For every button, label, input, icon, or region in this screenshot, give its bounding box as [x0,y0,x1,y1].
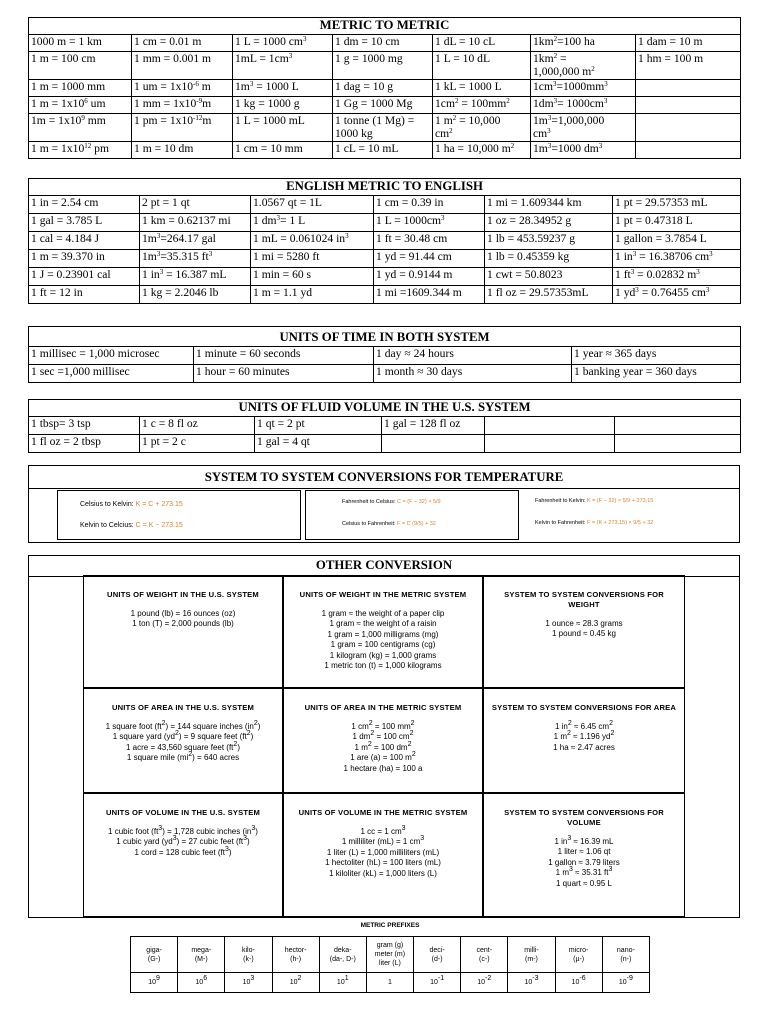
fluid-volume-cell [485,435,615,453]
conversion-line: 1 ounce ≈ 28.3 grams [545,619,623,628]
prefix-value-cell: $10^2$ [272,973,319,993]
prefix-value-cell: $10^3$ [225,973,272,993]
conversion-box [83,688,283,793]
temperature-box-fahrenheit-kelvin [521,490,735,538]
f-to-k-label: Fahrenheit to Kelvin: [535,498,586,504]
english-metric-cell: 1 km = 0.62137 mi [140,214,251,232]
fluid-volume-cell: 1 qt = 2 pt [255,417,382,435]
conversion-box-title: SYSTEM TO SYSTEM CONVERSIONS FOR AREA [491,703,677,712]
metric-to-metric-cell: $1m^3 = 1000$ L [233,80,333,97]
prefix-value-cell: $10^{-1}$ [414,973,461,993]
english-metric-cell: 2 pt = 1 qt [140,196,251,214]
prefix-name-cell: kilo- (k-) [225,937,272,973]
time-units-cell: 1 minute = 60 seconds [194,347,374,365]
time-units-cell: 1 month ≈ 30 days [374,365,572,383]
metric-to-metric-row [29,52,741,80]
metric-to-metric-cell: 1 m = 100 cm [29,52,132,80]
conversion-line: 1 square foot $(ft^2) = 144$ square inches $(in^2)$ [105,720,261,731]
fluid-volume-cell: 1 tbsp= 3 tsp [29,417,140,435]
english-metric-cell: 1 J = 0.23901 cal [29,268,140,286]
fluid-volume-cell [382,435,485,453]
metric-to-metric-cell: 1 um = $1x10^{-6}$ m [132,80,233,97]
conversion-line: 1 cubic yard $(yd^3) = 27$ cubic feet $(ft^3)$ [116,835,250,847]
english-metric-cell: 1 yd = 0.9144 m [374,268,485,286]
conversion-line: 1 square yard $(yd^2) = 9$ square feet $(ft^2)$ [112,730,254,742]
english-metric-cell: 1 lb = 453.59237 g [485,232,613,250]
metric-to-metric-row [29,142,741,159]
conversion-box [283,688,483,793]
conversion-box-title: UNITS OF VOLUME IN THE U.S. SYSTEM [105,808,261,817]
english-metric-cell: 1 mi = 5280 ft [251,250,374,268]
fluid-volume-row [29,435,741,453]
conversion-line: 1 cord = 128 cubic feet $(ft^3)$ [134,845,232,857]
metric-to-metric-cell [636,114,741,142]
time-units-title: UNITS OF TIME IN BOTH SYSTEM [29,327,741,347]
english-metric-cell: 1 $dm^3= 1$ L [251,214,374,232]
prefix-value-cell: $10^{-9}$ [602,973,649,993]
english-metric-row [29,232,741,250]
f-to-k [535,498,653,504]
metric-to-metric-cell: 1 dm = 10 cm [333,35,433,52]
conversion-line: 1 milliliter (mL) = 1 $cm^3$ [341,835,425,847]
english-metric-cell: $1m^3=264.17$ gal [140,232,251,250]
conversion-line: 1 pound ≈ 0.45 kg [552,629,616,639]
fluid-volume-cell: 1 gal = 4 qt [255,435,382,453]
prefix-name-cell: giga- (G-) [131,937,178,973]
english-metric-cell: 1 cal = 4.184 J [29,232,140,250]
metric-to-metric-cell: 1 g = 1000 mg [333,52,433,80]
f-to-k-formula: K = (F − 32) × 5/9 + 273.15 [586,498,654,504]
time-units-cell: 1 sec =1,000 millisec [29,365,194,383]
other-conversion-title: OTHER CONVERSION [29,556,739,577]
metric-to-metric-cell: 1 mm = 0.001 m [132,52,233,80]
c-to-k [80,501,183,508]
time-units-cell: 1 millisec = 1,000 microsec [29,347,194,365]
fluid-volume-cell: 1 pt = 2 c [140,435,255,453]
english-metric-cell: 1 cm = 0.39 in [374,196,485,214]
metric-to-metric-row [29,80,741,97]
conversion-line: 1 liter ≈ 1.06 qt [557,847,611,857]
k-to-c-label: Kelvin to Celcius: [80,522,134,529]
k-to-c [80,522,183,529]
temperature-box-fahrenheit-celsius [305,490,519,540]
metric-to-metric-row [29,97,741,114]
time-units-row [29,365,741,383]
f-to-c-label: Fahrenheit to Celsius: [342,499,396,505]
metric-to-metric-row [29,35,741,52]
metric-prefixes-table [130,936,650,993]
conversion-line: 1 kiloliter (kL) = 1,000 liters (L) [329,868,437,878]
time-units-cell: 1 banking year = 360 days [572,365,741,383]
english-metric-cell: 1 oz = 28.34952 g [485,214,613,232]
metric-to-metric-cell: 1 tonne (1 Mg) = 1000 kg [333,114,433,142]
english-metric-cell: 1 mL = 0.061024 $in^3$ [251,232,374,250]
conversion-line: 1 cc = 1 $cm^3$ [360,825,406,836]
english-metric-cell: 1 $L = 1000cm^3$ [374,214,485,232]
fluid-volume-cell: 1 fl oz = 2 tbsp [29,435,140,453]
english-metric-cell: 1 mi = 1.609344 km [485,196,613,214]
conversion-line: 1 $in^3 \approx 16.39$ mL [554,835,614,846]
conversion-box [483,575,685,688]
c-to-f-label: Celsius to Fahrenheit: [342,521,396,527]
fluid-volume-cell [615,435,741,453]
fluid-volume-cell: 1 gal = 128 fl oz [382,417,485,435]
fluid-volume-cell: 1 c = 8 fl oz [140,417,255,435]
metric-to-metric-cell: 1 hm = 100 m [636,52,741,80]
temperature-title: SYSTEM TO SYSTEM CONVERSIONS FOR TEMPERATURE [29,466,739,489]
prefix-value-cell: 1 [366,973,413,993]
conversion-box [83,575,283,688]
english-metric-cell: 1 pt = 0.47318 L [613,214,741,232]
time-units-cell: 1 year ≈ 365 days [572,347,741,365]
conversion-box [483,793,685,917]
metric-to-metric-cell: $1dm^3= 1000cm^3$ [531,97,636,114]
conversion-line: 1 are (a) = 100 $m^2$ [350,751,416,763]
english-metric-cell: 1 m = 39.370 in [29,250,140,268]
c-to-f [342,521,436,527]
conversion-line: 1 ton (T) = 2,000 pounds (lb) [132,619,234,629]
fluid-volume-row [29,417,741,435]
conversion-line: 1 square mile $(mi^2) = 640$ acres [126,751,240,763]
metric-to-metric-cell [636,97,741,114]
metric-to-metric-cell: $1cm^3=1000mm^3$ [531,80,636,97]
english-metric-cell: 1 $in^3 = 16.387$ mL [140,268,251,286]
metric-to-metric-cell: 1 L = 1000 mL [233,114,333,142]
metric-to-metric-cell: 1000 m = 1 km [29,35,132,52]
prefix-value-cell: $10^{-2}$ [461,973,508,993]
conversion-line: 1 $cm^2 = 100$ $mm^2$ [351,720,415,731]
english-metric-cell: $1m^3=35.315$ $ft^3$ [140,250,251,268]
metric-to-metric-cell: 1 m = 1000 mm [29,80,132,97]
conversion-box [83,793,283,917]
conversion-box [483,688,685,793]
english-metric-row [29,196,741,214]
conversion-box-title: UNITS OF WEIGHT IN THE METRIC SYSTEM [299,590,467,599]
prefix-name-cell: mega- (M-) [178,937,225,973]
conversion-box-title: UNITS OF VOLUME IN THE METRIC SYSTEM [298,808,468,817]
metric-to-metric-cell: 1 $m^2 = 10,000$ $cm^2$ [433,114,531,142]
metric-to-metric-cell: 1 mm = $1x10^{-9}m$ [132,97,233,114]
conversion-box [283,793,483,917]
english-metric-cell: 1 ft = 30.48 cm [374,232,485,250]
conversion-line: 1 quart ≈ 0.95 L [556,878,612,888]
metric-to-metric-cell: $1km^2$ = 1,000,000 $m^2$ [531,52,636,80]
conversion-line: 1 gallon ≈ 3.79 liters [548,857,620,867]
prefix-name-cell: deka- (da-, D-) [319,937,366,973]
metric-to-metric-cell: $1m^3=1000$ $dm^3$ [531,142,636,159]
conversion-box-title: UNITS OF AREA IN THE METRIC SYSTEM [304,703,462,712]
conversion-line: 1 hectare (ha) = 100 a [343,763,423,773]
prefix-value-cell: $10^1$ [319,973,366,993]
metric-to-metric-cell: 1 dL = 10 cL [433,35,531,52]
metric-to-metric-table [28,17,741,159]
conversion-line: 1 gram ≈ the weight of a paper clip [321,609,445,618]
time-units-table [28,326,741,383]
conversion-line: 1 $m^2 = 100$ $dm^2$ [354,740,412,752]
k-to-f-label: Kelvin to Fahrenheit: [535,520,586,526]
english-metric-cell: 1 ft = 12 in [29,286,140,304]
conversion-line: 1 cubic foot $(ft^3) = 1,728$ cubic inches $(in^3)$ [108,825,258,836]
metric-prefixes-section [128,916,652,999]
conversion-box-title: SYSTEM TO SYSTEM CONVERSIONS FOR VOLUME [504,808,664,827]
prefix-name-row [131,937,650,973]
conversion-line: 1 $m^2 \approx 1.196$ $yd^2$ [553,730,615,742]
english-metric-table [28,178,741,304]
metric-to-metric-cell: 1 $m = 1x10^6$ um [29,97,132,114]
conversion-line: 1 kilogram (kg) = 1,000 grams [329,650,437,660]
prefix-value-cell: $10^{-3}$ [508,973,555,993]
english-metric-cell: 1 $in^3 = 16.38706$ $cm^3$ [613,250,741,268]
prefix-name-cell: micro- (µ-) [555,937,602,973]
english-metric-cell: 1 $yd^3 = 0.76455$ $cm^3$ [613,286,741,304]
temperature-box-celsius-kelvin [57,490,301,540]
f-to-c [342,499,441,505]
english-metric-cell: 1 fl oz = 29.57353mL [485,286,613,304]
metric-to-metric-cell: $1cm^2 = 100mm^2$ [433,97,531,114]
metric-to-metric-cell: 1 kL = 1000 L [433,80,531,97]
english-metric-title: ENGLISH METRIC TO ENGLISH [29,179,741,196]
metric-to-metric-row [29,114,741,142]
conversion-line: 1 $in^2 \approx 6.45$ $cm^2$ [554,720,613,731]
conversion-line: 1 hectoliter (hL) = 100 liters (mL) [325,858,441,868]
conversion-line: 1 gram ≈ the weight of a raisin [329,619,437,629]
metric-to-metric-cell: 1 cm = 10 mm [233,142,333,159]
conversion-line: 1 $dm^2 = 100$ $cm^2$ [352,730,414,742]
k-to-f-formula: F = (K + 273.15) × 9/5 + 32 [586,520,654,526]
conversion-box-title: UNITS OF AREA IN THE U.S. SYSTEM [111,703,255,712]
metric-to-metric-cell [636,142,741,159]
prefix-name-cell: milli- (m-) [508,937,555,973]
conversion-line: 1 $m^3 \approx 35.31$ $ft^3$ [555,866,613,878]
conversion-line: 1 metric ton (t) = 1,000 kilograms [324,661,442,671]
english-metric-row [29,286,741,304]
english-metric-cell: 1 $ft^3 = 0.02832$ $m^3$ [613,268,741,286]
metric-to-metric-cell: 1 dam = 10 m [636,35,741,52]
metric-to-metric-title: METRIC TO METRIC [29,18,741,35]
metric-to-metric-cell: 1 kg = 1000 g [233,97,333,114]
f-to-c-formula: C = (F − 32) × 5/9 [397,499,441,505]
english-metric-row [29,214,741,232]
conversion-line: 1 ha ≈ 2.47 acres [553,742,615,752]
metric-to-metric-cell: 1 m = 10 dm [132,142,233,159]
prefix-name-cell: deci- (d-) [414,937,461,973]
time-units-cell: 1 day ≈ 24 hours [374,347,572,365]
english-metric-cell: 1 yd = 91.44 cm [374,250,485,268]
english-metric-cell: 1 min = 60 s [251,268,374,286]
k-to-f [535,520,653,526]
prefix-value-cell: $10^9$ [131,973,178,993]
metric-to-metric-cell: 1 L = 1000 $cm^3$ [233,35,333,52]
time-units-cell: 1 hour = 60 minutes [194,365,374,383]
english-metric-row [29,268,741,286]
metric-to-metric-cell: 1 pm = $1x10^{-12}m$ [132,114,233,142]
metric-to-metric-cell: 1 $m = 1x10^{12}$ pm [29,142,132,159]
conversion-line: 1 acre = 43,560 square feet $(ft^2)$ [126,740,240,752]
prefix-value-cell: $10^{-6}$ [555,973,602,993]
conversion-box-title: UNITS OF WEIGHT IN THE U.S. SYSTEM [107,590,259,599]
english-metric-cell: 1 lb = 0.45359 kg [485,250,613,268]
english-metric-cell: 1 m = 1.1 yd [251,286,374,304]
metric-to-metric-cell: $1m^3=1,000,000$ $cm^3$ [531,114,636,142]
english-metric-cell: 1 mi =1609.344 m [374,286,485,304]
other-conversion-section [28,555,740,918]
fluid-volume-cell [485,417,615,435]
conversion-line: 1 gram = 100 centigrams (cg) [330,640,436,650]
metric-prefixes-title: METRIC PREFIXES [360,922,420,929]
metric-to-metric-cell: 1 L = 10 dL [433,52,531,80]
conversion-line: 1 liter (L) = 1,000 milliliters (mL) [326,847,440,857]
prefix-name-cell: gram (g) meter (m) liter (L) [366,937,413,973]
prefix-name-cell: cent- (c-) [461,937,508,973]
english-metric-cell: 1 in = 2.54 cm [29,196,140,214]
conversion-line: 1 gram = 1,000 milligrams (mg) [327,629,439,639]
fluid-volume-table [28,399,741,453]
metric-to-metric-cell: 1 cL = 10 mL [333,142,433,159]
temperature-section [28,465,740,543]
english-metric-cell: 1 pt = 29.57353 mL [613,196,741,214]
prefix-value-cell: $10^6$ [178,973,225,993]
metric-to-metric-cell: 1 cm = 0.01 m [132,35,233,52]
metric-to-metric-cell: 1 Gg = 1000 Mg [333,97,433,114]
fluid-volume-cell [615,417,741,435]
english-metric-cell: 1.0567 qt = 1L [251,196,374,214]
c-to-k-label: Celsius to Kelvin: [80,501,134,508]
english-metric-cell: 1 gal = 3.785 L [29,214,140,232]
conversion-box-title: SYSTEM TO SYSTEM CONVERSIONS FOR WEIGHT [504,590,664,609]
prefix-name-cell: nano- (n-) [602,937,649,973]
fluid-volume-title: UNITS OF FLUID VOLUME IN THE U.S. SYSTEM [29,400,741,417]
prefix-value-row [131,973,650,993]
english-metric-row [29,250,741,268]
prefix-name-cell: hector- (h-) [272,937,319,973]
metric-to-metric-cell: 1 ha = 10,000 $m^2$ [433,142,531,159]
metric-to-metric-cell: $1km^2=100$ ha [531,35,636,52]
c-to-f-formula: F = C (9/5) + 32 [397,521,436,527]
k-to-c-formula: C = K − 273.15 [135,522,183,529]
conversion-line: 1 pound (lb) = 16 ounces (oz) [130,609,236,618]
metric-to-metric-cell: $1m = 1x10^9$ mm [29,114,132,142]
metric-to-metric-cell [636,80,741,97]
other-conversion-grid [83,575,685,917]
c-to-k-formula: K = C + 273.15 [135,501,183,508]
metric-to-metric-cell: 1 dag = 10 g [333,80,433,97]
time-units-row [29,347,741,365]
metric-to-metric-cell: $1mL = 1cm^3$ [233,52,333,80]
english-metric-cell: 1 gallon = 3.7854 L [613,232,741,250]
english-metric-cell: 1 cwt = 50.8023 [485,268,613,286]
conversion-box [283,575,483,688]
english-metric-cell: 1 kg = 2.2046 lb [140,286,251,304]
